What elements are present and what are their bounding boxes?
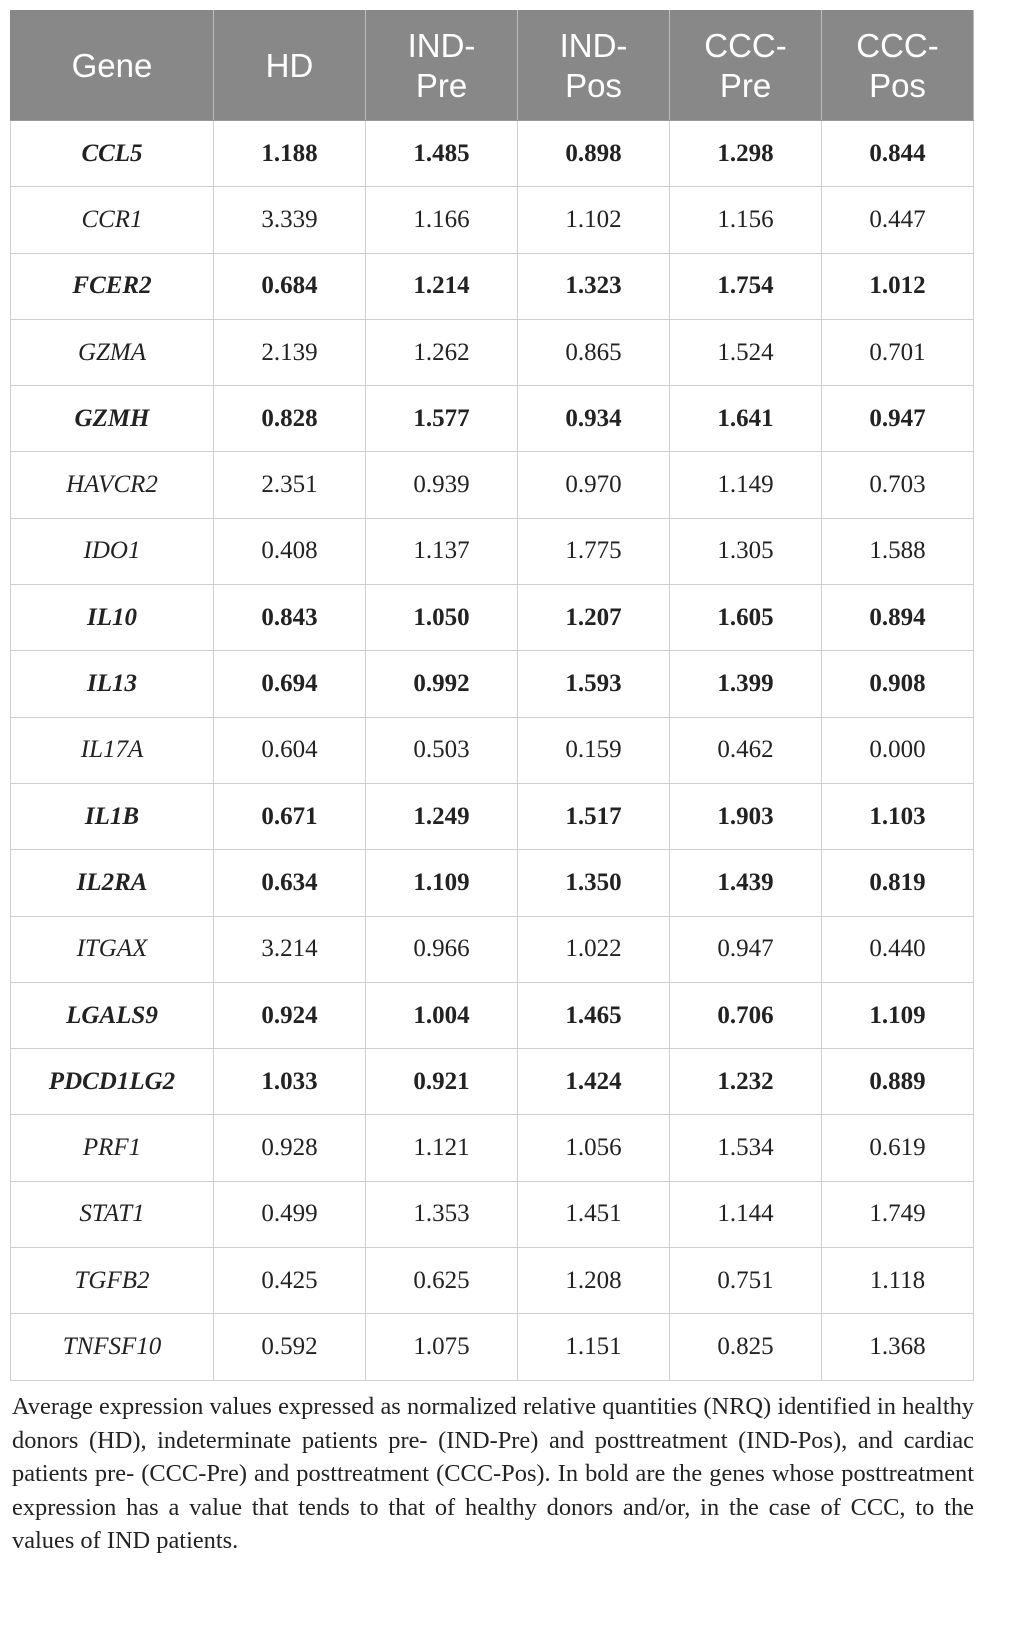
value-cell: 0.828 <box>214 386 366 452</box>
value-cell: 0.924 <box>214 982 366 1048</box>
value-cell: 0.462 <box>670 717 822 783</box>
value-cell: 1.517 <box>518 783 670 849</box>
gene-name-cell: TNFSF10 <box>11 1314 214 1380</box>
column-header-label: IND- <box>559 26 628 64</box>
value-cell: 1.439 <box>670 850 822 916</box>
value-cell: 0.000 <box>822 717 974 783</box>
value-cell: 1.298 <box>670 121 822 187</box>
expression-table <box>10 10 974 1381</box>
gene-name-cell: HAVCR2 <box>11 452 214 518</box>
gene-name-cell: IDO1 <box>11 518 214 584</box>
value-cell: 1.323 <box>518 253 670 319</box>
value-cell: 1.156 <box>670 187 822 253</box>
value-cell: 0.947 <box>670 916 822 982</box>
gene-name-cell: GZMH <box>11 386 214 452</box>
value-cell: 0.992 <box>366 651 518 717</box>
gene-name-cell: CCL5 <box>11 121 214 187</box>
gene-name-cell: IL2RA <box>11 850 214 916</box>
value-cell: 0.825 <box>670 1314 822 1380</box>
table-row <box>11 518 974 584</box>
gene-name-cell: TGFB2 <box>11 1248 214 1314</box>
table-row <box>11 1248 974 1314</box>
table-row <box>11 319 974 385</box>
value-cell: 0.939 <box>366 452 518 518</box>
table-row <box>11 187 974 253</box>
value-cell: 1.754 <box>670 253 822 319</box>
value-cell: 1.534 <box>670 1115 822 1181</box>
value-cell: 3.339 <box>214 187 366 253</box>
gene-name-cell: IL13 <box>11 651 214 717</box>
column-header <box>822 11 974 121</box>
table-row <box>11 253 974 319</box>
value-cell: 0.159 <box>518 717 670 783</box>
value-cell: 0.671 <box>214 783 366 849</box>
value-cell: 2.139 <box>214 319 366 385</box>
table-row <box>11 121 974 187</box>
value-cell: 1.109 <box>366 850 518 916</box>
value-cell: 0.503 <box>366 717 518 783</box>
value-cell: 0.694 <box>214 651 366 717</box>
table-row <box>11 783 974 849</box>
table-row <box>11 717 974 783</box>
gene-name-cell: GZMA <box>11 319 214 385</box>
column-header-label: Pre <box>719 66 772 104</box>
value-cell: 1.004 <box>366 982 518 1048</box>
value-cell: 0.894 <box>822 585 974 651</box>
gene-name-cell: CCR1 <box>11 187 214 253</box>
table-body <box>11 121 974 1381</box>
column-header-label: Gene <box>71 46 153 84</box>
value-cell: 1.207 <box>518 585 670 651</box>
value-cell: 1.305 <box>670 518 822 584</box>
table-row <box>11 1049 974 1115</box>
column-header-label: HD <box>265 46 314 84</box>
value-cell: 0.908 <box>822 651 974 717</box>
gene-name-cell: STAT1 <box>11 1181 214 1247</box>
value-cell: 0.604 <box>214 717 366 783</box>
value-cell: 1.012 <box>822 253 974 319</box>
value-cell: 1.102 <box>518 187 670 253</box>
value-cell: 1.109 <box>822 982 974 1048</box>
value-cell: 0.625 <box>366 1248 518 1314</box>
value-cell: 0.751 <box>670 1248 822 1314</box>
value-cell: 0.819 <box>822 850 974 916</box>
column-header-label: Pos <box>869 66 926 104</box>
column-header-label: CCC- <box>856 26 939 64</box>
value-cell: 1.050 <box>366 585 518 651</box>
value-cell: 1.137 <box>366 518 518 584</box>
value-cell: 1.368 <box>822 1314 974 1380</box>
value-cell: 1.166 <box>366 187 518 253</box>
value-cell: 1.151 <box>518 1314 670 1380</box>
value-cell: 0.947 <box>822 386 974 452</box>
value-cell: 0.706 <box>670 982 822 1048</box>
table-row <box>11 850 974 916</box>
value-cell: 0.425 <box>214 1248 366 1314</box>
table-row <box>11 585 974 651</box>
table-header <box>11 11 974 121</box>
value-cell: 0.619 <box>822 1115 974 1181</box>
value-cell: 1.022 <box>518 916 670 982</box>
value-cell: 1.485 <box>366 121 518 187</box>
value-cell: 1.593 <box>518 651 670 717</box>
value-cell: 0.684 <box>214 253 366 319</box>
value-cell: 1.577 <box>366 386 518 452</box>
value-cell: 1.232 <box>670 1049 822 1115</box>
table-row <box>11 916 974 982</box>
value-cell: 1.588 <box>822 518 974 584</box>
value-cell: 0.440 <box>822 916 974 982</box>
value-cell: 1.075 <box>366 1314 518 1380</box>
expression-table-container <box>10 10 973 1381</box>
value-cell: 1.605 <box>670 585 822 651</box>
value-cell: 1.121 <box>366 1115 518 1181</box>
gene-name-cell: PDCD1LG2 <box>11 1049 214 1115</box>
column-header-label: IND- <box>407 26 476 64</box>
value-cell: 0.970 <box>518 452 670 518</box>
value-cell: 1.451 <box>518 1181 670 1247</box>
table-row <box>11 1115 974 1181</box>
value-cell: 1.465 <box>518 982 670 1048</box>
gene-name-cell: LGALS9 <box>11 982 214 1048</box>
value-cell: 0.843 <box>214 585 366 651</box>
table-row <box>11 386 974 452</box>
value-cell: 1.103 <box>822 783 974 849</box>
value-cell: 0.447 <box>822 187 974 253</box>
value-cell: 1.749 <box>822 1181 974 1247</box>
table-row <box>11 982 974 1048</box>
gene-name-cell: PRF1 <box>11 1115 214 1181</box>
column-header-label: CCC- <box>704 26 787 64</box>
header-row <box>11 11 974 121</box>
value-cell: 1.033 <box>214 1049 366 1115</box>
table-row <box>11 452 974 518</box>
value-cell: 1.424 <box>518 1049 670 1115</box>
value-cell: 1.903 <box>670 783 822 849</box>
value-cell: 1.399 <box>670 651 822 717</box>
value-cell: 0.889 <box>822 1049 974 1115</box>
table-caption: Average expression values expressed as normalized relative quantities (NRQ) identified in healthy donors (HD), indeterminate patients pre- (IND-Pre) and posttreatment (IND-Pos), and cardiac patients pre- (CCC-Pre) and posttreatment (CCC-Pos). In bold are the genes whose posttreatment expression has a value that tends to that of healthy donors and/or, in the case of CCC, to the values of IND patients. <box>12 1393 974 1555</box>
value-cell: 1.149 <box>670 452 822 518</box>
column-header <box>214 11 366 121</box>
value-cell: 0.865 <box>518 319 670 385</box>
value-cell: 1.524 <box>670 319 822 385</box>
value-cell: 0.634 <box>214 850 366 916</box>
value-cell: 1.118 <box>822 1248 974 1314</box>
value-cell: 1.353 <box>366 1181 518 1247</box>
value-cell: 1.262 <box>366 319 518 385</box>
value-cell: 0.844 <box>822 121 974 187</box>
column-header-label: Pos <box>565 66 622 104</box>
value-cell: 1.775 <box>518 518 670 584</box>
value-cell: 1.144 <box>670 1181 822 1247</box>
value-cell: 0.701 <box>822 319 974 385</box>
table-row <box>11 1314 974 1380</box>
gene-name-cell: ITGAX <box>11 916 214 982</box>
value-cell: 0.499 <box>214 1181 366 1247</box>
column-header <box>366 11 518 121</box>
value-cell: 0.966 <box>366 916 518 982</box>
gene-name-cell: IL1B <box>11 783 214 849</box>
gene-name-cell: FCER2 <box>11 253 214 319</box>
column-header-label: Pre <box>415 66 468 104</box>
column-header <box>518 11 670 121</box>
value-cell: 1.056 <box>518 1115 670 1181</box>
table-row <box>11 651 974 717</box>
value-cell: 0.703 <box>822 452 974 518</box>
value-cell: 1.208 <box>518 1248 670 1314</box>
value-cell: 2.351 <box>214 452 366 518</box>
value-cell: 3.214 <box>214 916 366 982</box>
value-cell: 0.898 <box>518 121 670 187</box>
gene-name-cell: IL10 <box>11 585 214 651</box>
column-header <box>670 11 822 121</box>
value-cell: 1.641 <box>670 386 822 452</box>
gene-name-cell: IL17A <box>11 717 214 783</box>
value-cell: 1.214 <box>366 253 518 319</box>
value-cell: 0.408 <box>214 518 366 584</box>
value-cell: 0.592 <box>214 1314 366 1380</box>
value-cell: 1.188 <box>214 121 366 187</box>
value-cell: 0.934 <box>518 386 670 452</box>
value-cell: 1.350 <box>518 850 670 916</box>
table-row <box>11 1181 974 1247</box>
value-cell: 1.249 <box>366 783 518 849</box>
value-cell: 0.928 <box>214 1115 366 1181</box>
column-header-gene <box>11 11 214 121</box>
value-cell: 0.921 <box>366 1049 518 1115</box>
